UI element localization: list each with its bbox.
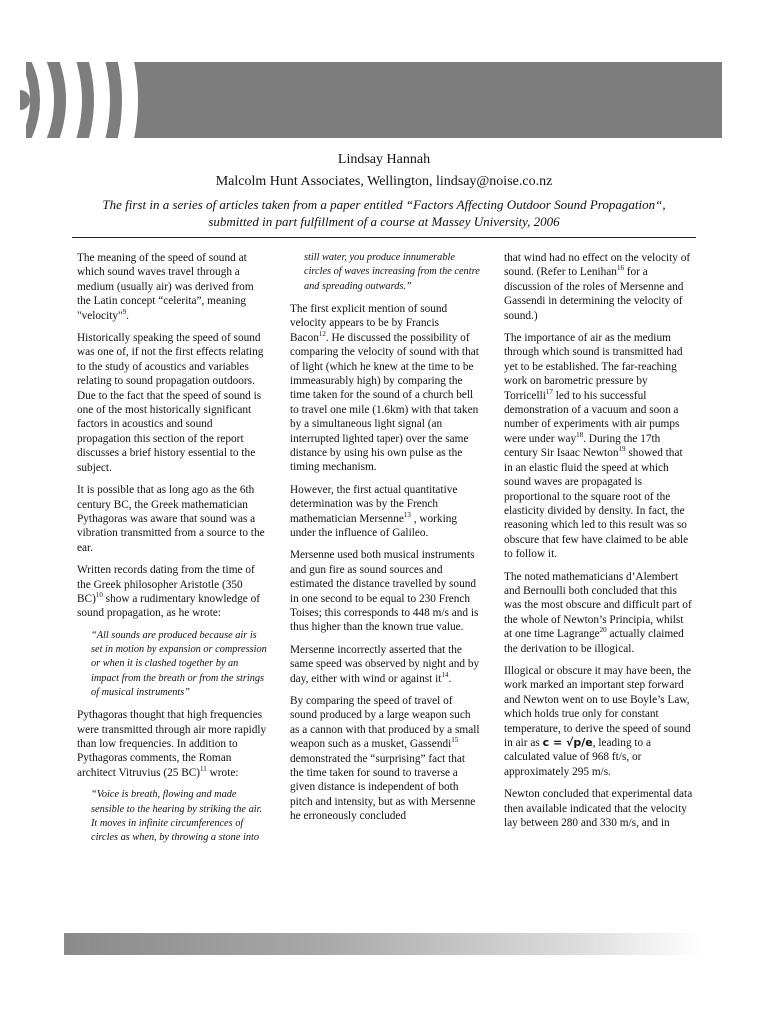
author-name: Lindsay Hannah [337,152,431,167]
footnote-ref: 16 [616,264,624,273]
header-banner [20,62,722,138]
paragraph: that wind had no effect on the velocity of sound. (Refer to Lenihan$^{16}$ for a discussion of the roles of Mersenne and Gassendi in determining the velocity of sound.) [504,252,691,322]
footnote-ref: 19 [618,445,626,454]
footer-gradient-bar [64,933,704,955]
sound-wave-arcs-icon [20,62,230,138]
intro-line-1: The first in a series of articles taken from a paper entitled “Factors Affecting Outdoor Sound Propagation“, [102,197,666,212]
column-2 [290,251,480,832]
article-intro [70,196,698,230]
paragraph: Newton concluded that experimental data then available indicated that the velocity lay between 280 and 330 m/s, and in [504,788,693,830]
column-1 [77,251,267,853]
paragraph: Historically speaking the speed of sound was one of, if not the first effects relating to the study of acoustics and variables relating to sound propagation outdoors. Due to the fact that the speed of sound is one of the most historically significant factors in acoustics and sound propagation this section of the report discusses a brief history essential to the subject. [77,332,264,474]
intro-line-2: submitted in part fulfillment of a course at Massey University, 2006 [208,214,560,229]
footnote-ref: 10 [95,591,103,600]
footnote-ref: 9 [122,307,127,316]
block-quote-continued: still water, you produce innumerable circles of waves increasing from the centre and spreading outwards.” [304,252,480,292]
paragraph: It is possible that as long ago as the 6th century BC, the Greek mathematician Pythagoras was aware that sound was a vibration transmitted from a source to the ear. [77,484,265,554]
footnote-ref: 15 [451,736,459,745]
paragraph: Pythagoras thought that high frequencies were transmitted through air more rapidly than low frequencies. In addition to Pythagoras comments, the Roman architect Vitruvius (25 BC)$^{11}$ wrote: [77,709,267,779]
footnote-ref: 12 [318,329,326,338]
author-affiliation: Malcolm Hunt Associates, Wellington, lindsay@noise.co.nz [215,174,553,189]
footnote-ref: 11 [200,765,207,774]
paragraph: Written records dating from the time of the Greek philosopher Aristotle (350 BC)$^{10}$ show a rudimentary knowledge of sound propagation, as he wrote: [77,564,261,620]
paragraph: However, the first actual quantitative determination was by the French mathematician Mersenne$^{13}$ , working under the influence of Galileo. [290,483,458,539]
paragraph: The meaning of the speed of sound at which sound waves travel through a medium (usually air) was derived from the Latin concept “celerita”, meaning "velocity"$^9$. [77,252,254,322]
column-3 [504,251,694,838]
paragraph: The first explicit mention of sound velocity appears to be by Francis Bacon$^{12}$. He discussed the possibility of comparing the velocity of sound with that of light (which he knew at the time to be immeasurably high) by comparing the time taken for the sound of a church bell to travel one mile (1.6km) with that taken by a simultaneous light signal (an interrupted lighted taper) over the same distance by using his own pulse as the timing mechanism. [290,302,479,474]
footnote-ref: 18 [576,431,584,440]
banner-bar [225,62,722,138]
footnote-ref: 20 [599,626,607,635]
paragraph: Mersenne incorrectly asserted that the same speed was observed by night and by day, either with wind or against $it^{14}$. [290,643,480,685]
paragraph: Mersenne used both musical instruments and gun fire as sound sources and estimated the distance travelled by sound in one second to be equal to 230 French Toises; this corresponds to 448 m/s and is thus higher than the known true value. [290,549,479,634]
footnote-ref: 17 [545,387,553,396]
paragraph: The importance of air as the medium through which sound is transmitted had yet to be established. The far-reaching work on barometric pressure by Torricelli$^{17}$ led to his successful demonstration of a vacuum and soon a number of experiments with air pumps were under way$^{18}$. During the 17th century Sir Isaac Newton$^{19}$ showed that in an elastic fluid the speed at which sound waves are propagated is proportional to the square root of the elasticity divided by density. In fact, the reasoning which led to this result was so obscure that few have claimed to be able to follow it. [504,332,689,561]
block-quote: “Voice is breath, flowing and made sensible to the hearing by striking the air. It moves in infinite circumferences of circles as when, by throwing a stone into [91,789,263,844]
speed-formula: c = √p/e [542,736,593,749]
paragraph: The noted mathematicians d’Alembert and Bernoulli both concluded that this was the most obscure and difficult part of the whole of Newton’s Principia, whilst at one time Lagrange$^{20}$ actually claimed the derivation to be illogical. [504,570,692,655]
footnote-ref: 13 [403,510,411,519]
paragraph: By comparing the speed of travel of sound produced by a large weapon such as a cannon with that produced by a small weapon such as a musket, Gassendi$^{15}$ demonstrated the “surprising” fact that the time taken for sound to traverse a given distance is independent of both pitch and intensity, but as with Mersenne he erroneously concluded [290,695,480,823]
paragraph: Illogical or obscure it may have been, the work marked an important step forward and Newton went on to use Boyle’s Law, which holds true only for constant temperature, to derive the speed of sound in air as c = √p/e, leading to a calculated value of 968 ft/s, or approximately 295 m/s. [504,664,691,778]
footnote-ref: 14 [441,670,449,679]
block-quote: “All sounds are produced because air is set in motion by expansion or compression or when it is clashed together by an impact from the breath or from the strings of musical instruments” [91,629,267,698]
header-divider [72,237,696,238]
